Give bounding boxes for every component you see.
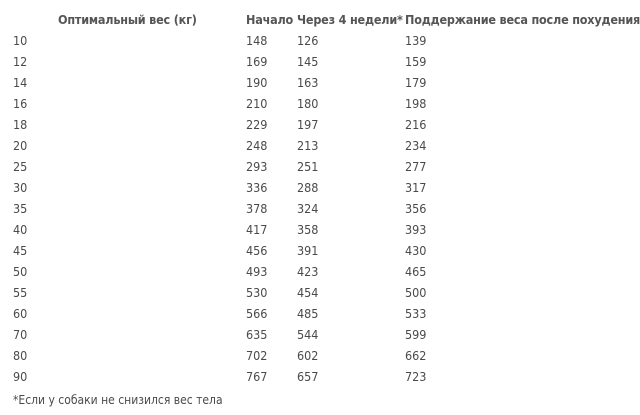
table-row [0, 303, 640, 324]
cell-optimal-weight: 80 [13, 348, 28, 363]
cell-after-4-weeks: 145 [297, 54, 319, 69]
cell-optimal-weight: 12 [13, 54, 28, 69]
table-row [0, 93, 640, 114]
cell-maintenance: 317 [405, 180, 427, 195]
cell-optimal-weight: 45 [13, 243, 28, 258]
cell-maintenance: 662 [405, 348, 427, 363]
cell-after-4-weeks: 251 [297, 159, 319, 174]
footnote: *Если у собаки не снизился вес тела [13, 393, 223, 407]
cell-after-4-weeks: 485 [297, 306, 319, 321]
cell-maintenance: 500 [405, 285, 427, 300]
header-after-4-weeks: Через 4 недели* [297, 11, 403, 27]
cell-optimal-weight: 20 [13, 138, 28, 153]
cell-optimal-weight: 90 [13, 369, 28, 384]
cell-start: 210 [246, 96, 268, 111]
cell-after-4-weeks: 454 [297, 285, 319, 300]
cell-start: 635 [246, 327, 268, 342]
cell-maintenance: 393 [405, 222, 427, 237]
cell-start: 190 [246, 75, 268, 90]
cell-after-4-weeks: 197 [297, 117, 319, 132]
cell-maintenance: 139 [405, 33, 427, 48]
cell-start: 229 [246, 117, 268, 132]
cell-start: 456 [246, 243, 268, 258]
table-row [0, 156, 640, 177]
table-row [0, 72, 640, 93]
cell-start: 417 [246, 222, 268, 237]
header-start: Начало [246, 11, 294, 27]
cell-after-4-weeks: 180 [297, 96, 319, 111]
cell-start: 293 [246, 159, 268, 174]
cell-after-4-weeks: 423 [297, 264, 319, 279]
table-row [0, 324, 640, 345]
cell-after-4-weeks: 324 [297, 201, 319, 216]
cell-maintenance: 159 [405, 54, 427, 69]
header-optimal-weight: Оптимальный вес (кг) [58, 11, 197, 27]
table-row [0, 282, 640, 303]
cell-after-4-weeks: 213 [297, 138, 319, 153]
table-row [0, 177, 640, 198]
table-row [0, 198, 640, 219]
cell-optimal-weight: 40 [13, 222, 28, 237]
cell-optimal-weight: 50 [13, 264, 28, 279]
table-row [0, 366, 640, 387]
cell-maintenance: 198 [405, 96, 427, 111]
table-row [0, 51, 640, 72]
cell-after-4-weeks: 288 [297, 180, 319, 195]
cell-start: 336 [246, 180, 268, 195]
cell-start: 702 [246, 348, 268, 363]
cell-optimal-weight: 30 [13, 180, 28, 195]
cell-maintenance: 465 [405, 264, 427, 279]
table-header [0, 8, 640, 30]
cell-optimal-weight: 10 [13, 33, 28, 48]
feeding-table [0, 8, 640, 387]
cell-after-4-weeks: 358 [297, 222, 319, 237]
cell-start: 248 [246, 138, 268, 153]
cell-maintenance: 430 [405, 243, 427, 258]
cell-after-4-weeks: 602 [297, 348, 319, 363]
cell-maintenance: 599 [405, 327, 427, 342]
cell-after-4-weeks: 544 [297, 327, 319, 342]
cell-optimal-weight: 70 [13, 327, 28, 342]
cell-optimal-weight: 25 [13, 159, 28, 174]
cell-optimal-weight: 16 [13, 96, 28, 111]
cell-start: 169 [246, 54, 268, 69]
cell-maintenance: 234 [405, 138, 427, 153]
cell-maintenance: 356 [405, 201, 427, 216]
cell-optimal-weight: 14 [13, 75, 28, 90]
table-row [0, 240, 640, 261]
cell-maintenance: 533 [405, 306, 427, 321]
cell-start: 378 [246, 201, 268, 216]
cell-after-4-weeks: 657 [297, 369, 319, 384]
cell-after-4-weeks: 126 [297, 33, 319, 48]
header-maintenance: Поддержание веса после похудения [405, 11, 640, 27]
cell-start: 767 [246, 369, 268, 384]
header-row [0, 8, 640, 30]
cell-after-4-weeks: 391 [297, 243, 319, 258]
cell-start: 148 [246, 33, 268, 48]
cell-maintenance: 179 [405, 75, 427, 90]
cell-optimal-weight: 35 [13, 201, 28, 216]
cell-after-4-weeks: 163 [297, 75, 319, 90]
cell-start: 566 [246, 306, 268, 321]
cell-optimal-weight: 18 [13, 117, 28, 132]
table-body [0, 30, 640, 387]
cell-maintenance: 277 [405, 159, 427, 174]
table-row [0, 30, 640, 51]
cell-optimal-weight: 55 [13, 285, 28, 300]
table-row [0, 114, 640, 135]
table-row [0, 135, 640, 156]
cell-maintenance: 723 [405, 369, 427, 384]
table-row [0, 345, 640, 366]
table-row [0, 261, 640, 282]
cell-start: 493 [246, 264, 268, 279]
table-row [0, 219, 640, 240]
cell-maintenance: 216 [405, 117, 427, 132]
cell-start: 530 [246, 285, 268, 300]
cell-optimal-weight: 60 [13, 306, 28, 321]
